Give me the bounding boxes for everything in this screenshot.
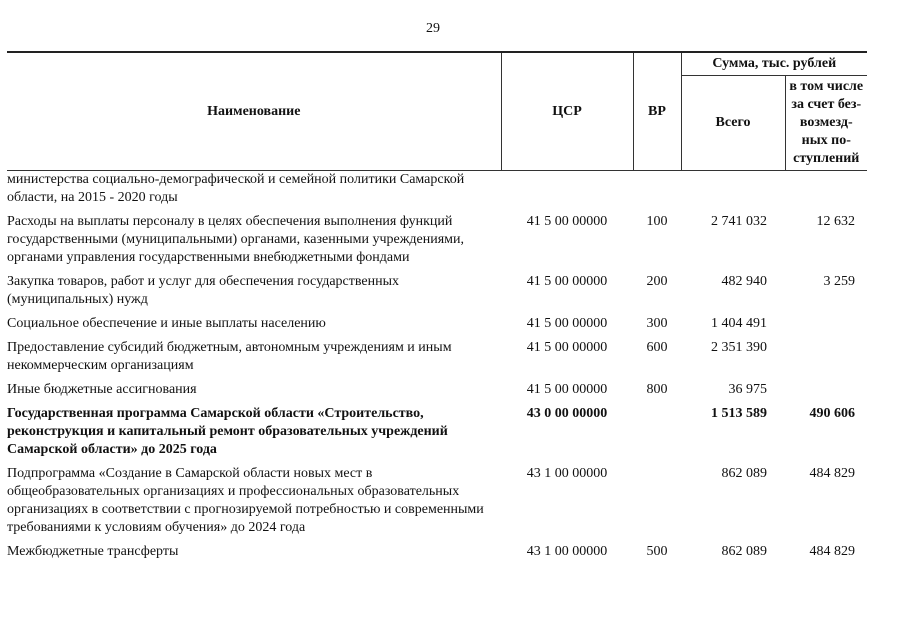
column-header-sum: Сумма, тыс. рублей (681, 52, 867, 76)
row-vr: 600 (646, 340, 668, 355)
row-name: Предоставление субсидий бюджетным, автономным учреждениям и иным некоммерческим организациям (7, 340, 452, 373)
row-total: 1 404 491 (711, 316, 767, 331)
row-csr (501, 171, 633, 211)
row-csr: 43 0 00 00000 (526, 406, 608, 421)
row-total: 862 089 (721, 466, 767, 481)
row-grant (785, 378, 867, 402)
row-grant: 3 259 (823, 274, 855, 289)
table-row (7, 270, 867, 312)
row-vr: 300 (646, 316, 668, 331)
row-grant: 484 829 (809, 466, 855, 481)
page-number: 29 (426, 21, 440, 36)
table-row (7, 540, 867, 564)
table-row (7, 210, 867, 270)
row-grant (785, 171, 867, 211)
table-header (7, 52, 867, 171)
table-row (7, 336, 867, 378)
row-vr: 800 (646, 382, 668, 397)
row-csr: 41 5 00 00000 (526, 274, 608, 289)
table-row (7, 171, 867, 211)
row-vr (633, 402, 681, 462)
row-csr: 41 5 00 00000 (526, 340, 608, 355)
row-name: Закупка товаров, работ и услуг для обеспечения государственных (муниципальных) нужд (7, 274, 400, 307)
column-header-total: Всего (681, 76, 785, 171)
column-header-vr: ВР (633, 52, 681, 171)
column-header-name: Наименование (7, 52, 501, 171)
row-total: 482 940 (721, 274, 767, 289)
row-total: 2 741 032 (711, 214, 767, 229)
row-grant: 12 632 (816, 214, 855, 229)
row-vr: 500 (646, 544, 668, 559)
row-csr: 41 5 00 00000 (526, 316, 608, 331)
table-row-program (7, 402, 867, 462)
row-grant: 490 606 (809, 406, 855, 421)
row-name: Межбюджетные трансферты (7, 544, 179, 559)
table-row (7, 462, 867, 540)
row-grant (785, 312, 867, 336)
column-header-csr: ЦСР (501, 52, 633, 171)
budget-table (7, 51, 867, 564)
row-csr: 43 1 00 00000 (526, 466, 608, 481)
table-row (7, 312, 867, 336)
row-total (681, 171, 785, 211)
row-name: Иные бюджетные ассигнования (7, 382, 197, 397)
row-name: министерства социально-демографической и семейной политики Самарской области, на 2015 - 2020 годы (7, 172, 465, 205)
row-total: 2 351 390 (711, 340, 767, 355)
row-name: Подпрограмма «Создание в Самарской области новых мест в общеобразовательных организациях и профессиональных образовательных организациях в соответствии с прогнозируемой потребностью и современными требованиями к условиям обучения» до 2024 года (7, 466, 484, 535)
row-name: Расходы на выплаты персоналу в целях обеспечения выполнения функций государственными (муниципальными) органами, казенными учреждениями, органами управления государственными внебюджетными фондами (7, 214, 464, 265)
row-csr: 43 1 00 00000 (526, 544, 608, 559)
row-vr (633, 171, 681, 211)
row-csr: 41 5 00 00000 (526, 214, 608, 229)
row-csr: 41 5 00 00000 (526, 382, 608, 397)
row-name: Социальное обеспечение и иные выплаты населению (7, 316, 326, 331)
row-total: 36 975 (728, 382, 767, 397)
row-grant: 484 829 (809, 544, 855, 559)
row-vr (633, 462, 681, 540)
row-grant (785, 336, 867, 378)
row-total: 1 513 589 (711, 406, 767, 421)
row-total: 862 089 (721, 544, 767, 559)
column-header-grant: в том числе за счет без-возмезд-ных по-ступлений (785, 76, 867, 171)
row-name: Государственная программа Самарской области «Строительство, реконструкция и капитальный ремонт образовательных учреждений Самарской области» до 2025 года (7, 406, 448, 457)
row-vr: 100 (646, 214, 668, 229)
row-vr: 200 (646, 274, 668, 289)
table-row (7, 378, 867, 402)
